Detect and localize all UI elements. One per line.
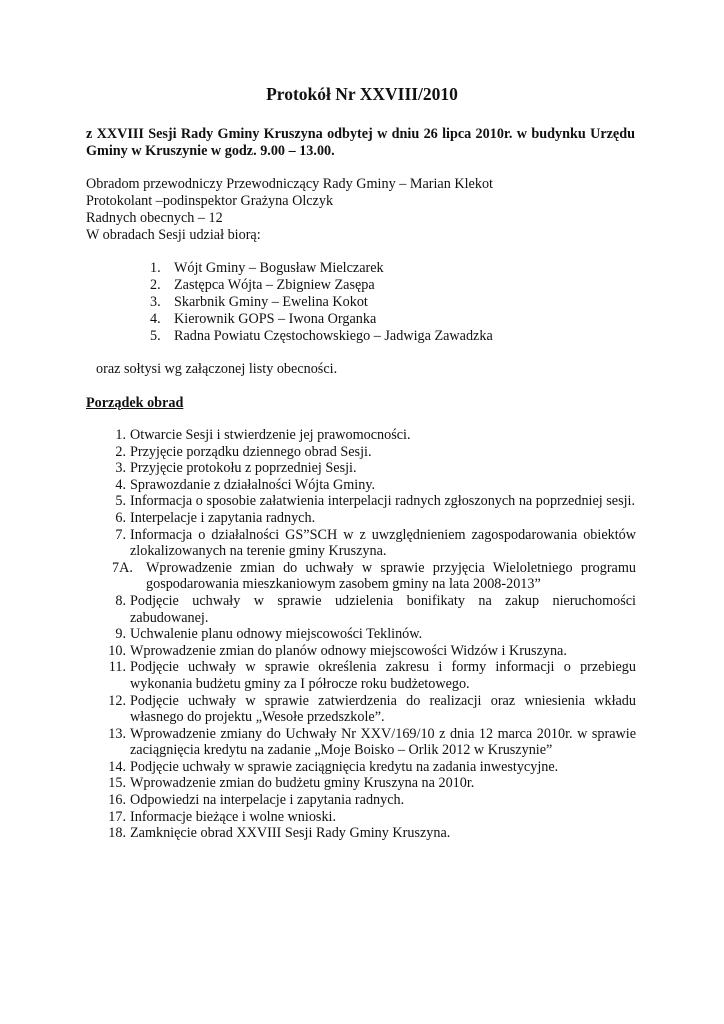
- agenda-number: 2.: [115, 443, 126, 460]
- councillors-present-line: Radnych obecnych – 12: [86, 210, 223, 226]
- agenda-number: 13.: [108, 725, 126, 742]
- list-number: 2.: [150, 277, 161, 293]
- agenda-text: Interpelacje i zapytania radnych.: [130, 509, 316, 526]
- agenda-number: 1.: [115, 427, 126, 443]
- agenda-heading: Porządek obrad: [86, 395, 184, 411]
- agenda-number: 18.: [108, 825, 126, 842]
- agenda-number: 12.: [108, 692, 126, 709]
- recorder-line: Protokolant –podinspektor Grażyna Olczyk: [86, 193, 334, 209]
- agenda-number: 16.: [108, 792, 126, 809]
- agenda-number: 5.: [115, 493, 126, 510]
- agenda-text: Otwarcie Sesji i stwierdzenie jej prawomocności.: [130, 427, 411, 443]
- agenda-text: Wprowadzenie zmian do uchwały w sprawie przyjęcia Wieloletniego programu gospodarowania mieszkaniowym zasobem gminy na lata 2008-2013”: [146, 559, 636, 593]
- list-number: 5.: [150, 328, 161, 344]
- agenda-item: [98, 759, 636, 776]
- list-text: Wójt Gminy – Bogusław Mielczarek: [174, 260, 384, 276]
- agenda-item: [98, 775, 636, 792]
- agenda-text: Podjęcie uchwały w sprawie zatwierdzenia do realizacji oraz wniesienia wkładu własnego do projektu „Wesołe przedszkole”.: [130, 692, 636, 726]
- agenda-number: 6.: [115, 509, 126, 526]
- session-description: z XXVIII Sesji Rady Gminy Kruszyna odbytej w dniu 26 lipca 2010r. w budynku Urzędu Gminy w Kruszynie w godz. 9.00 – 13.00.: [86, 126, 635, 159]
- list-text: Radna Powiatu Częstochowskiego – Jadwiga Zawadzka: [174, 328, 493, 344]
- session-info: [86, 176, 646, 244]
- agenda-text: Podjęcie uchwały w sprawie określenia zakresu i formy informacji o przebiegu wykonania budżetu gminy za I półrocze roku budżetowego.: [130, 659, 636, 692]
- list-number: 4.: [150, 311, 161, 327]
- agenda-text: Przyjęcie protokołu z poprzedniej Sesji.: [130, 460, 357, 477]
- agenda-text: Sprawozdanie z działalności Wójta Gminy.: [130, 476, 376, 493]
- agenda-number: 11.: [108, 659, 126, 676]
- agenda-item: [98, 560, 636, 593]
- agenda-text: Podjęcie uchwały w sprawie udzielenia bonifikaty na zakup nieruchomości zabudowanej.: [130, 592, 636, 626]
- chairman-line: Obradom przewodniczy Przewodniczący Rady Gminy – Marian Klekot: [86, 176, 493, 192]
- agenda-number: 3.: [115, 460, 126, 477]
- agenda-number: 4.: [115, 476, 126, 493]
- agenda-number: 15.: [108, 775, 126, 792]
- village-heads-line: oraz sołtysi wg załączonej listy obecności.: [96, 361, 338, 377]
- agenda-number: 8.: [115, 592, 126, 609]
- agenda-list: [98, 427, 636, 842]
- agenda-item: [98, 427, 636, 444]
- agenda-text: Wprowadzenie zmian do budżetu gminy Kruszyna na 2010r.: [130, 775, 475, 792]
- agenda-text: Uchwalenie planu odnowy miejscowości Teklinów.: [130, 626, 423, 643]
- agenda-item: [98, 593, 636, 626]
- agenda-text: Przyjęcie porządku dziennego obrad Sesji.: [130, 443, 372, 460]
- agenda-number: 17.: [108, 808, 126, 825]
- agenda-item: [98, 477, 636, 494]
- list-number: 1.: [150, 260, 161, 276]
- agenda-item: [98, 825, 636, 842]
- agenda-item: [98, 460, 636, 477]
- agenda-item: [98, 527, 636, 560]
- agenda-item: [98, 693, 636, 726]
- list-number: 3.: [150, 294, 161, 310]
- list-text: Zastępca Wójta – Zbigniew Zasępa: [174, 277, 375, 293]
- agenda-item: [98, 444, 636, 461]
- agenda-text: Zamknięcie obrad XXVIII Sesji Rady Gminy Kruszyna.: [130, 825, 451, 842]
- agenda-text: Odpowiedzi na interpelacje i zapytania radnych.: [130, 792, 405, 809]
- agenda-number: 7.: [115, 526, 126, 543]
- agenda-item: [98, 493, 636, 510]
- page-title: Protokół Nr XXVIII/2010: [266, 84, 458, 104]
- agenda-text: Informacje bieżące i wolne wnioski.: [130, 808, 337, 825]
- list-text: Kierownik GOPS – Iwona Organka: [174, 311, 377, 327]
- agenda-number: 9.: [115, 626, 126, 643]
- agenda-number: 14.: [108, 758, 126, 775]
- participants-intro-line: W obradach Sesji udział biorą:: [86, 227, 261, 243]
- agenda-text: Wprowadzenie zmiany do Uchwały Nr XXV/169/10 z dnia 12 marca 2010r. w sprawie zaciągnięcia kredytu na zadanie „Moje Boisko – Orlik 2012 w Kruszynie”: [130, 725, 636, 759]
- list-text: Skarbnik Gminy – Ewelina Kokot: [174, 294, 368, 310]
- agenda-text: Informacja o sposobie załatwienia interpelacji radnych zgłoszonych na poprzedniej sesji.: [130, 493, 636, 510]
- agenda-item: [98, 643, 636, 660]
- agenda-text: Wprowadzenie zmian do planów odnowy miejscowości Widzów i Kruszyna.: [130, 642, 567, 659]
- agenda-item: [98, 659, 636, 692]
- agenda-item: [98, 726, 636, 759]
- agenda-item: [98, 510, 636, 527]
- agenda-number: 10.: [108, 642, 126, 659]
- agenda-text: Informacja o działalności GS”SCH w z uwzględnieniem zagospodarowania obiektów zlokalizowanych na terenie gminy Kruszyna.: [130, 526, 636, 560]
- agenda-number: 7A.: [112, 559, 133, 576]
- agenda-text: Podjęcie uchwały w sprawie zaciągnięcia kredytu na zadania inwestycyjne.: [130, 758, 559, 775]
- agenda-item: [98, 626, 636, 643]
- agenda-item: [98, 792, 636, 809]
- agenda-item: [98, 809, 636, 826]
